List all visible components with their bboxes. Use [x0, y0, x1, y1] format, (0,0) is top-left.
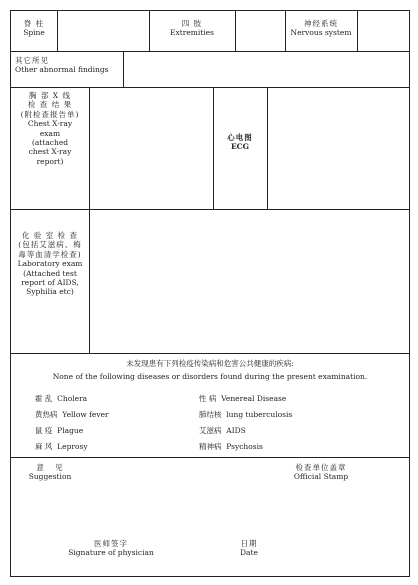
disease-item	[35, 395, 87, 403]
ecg-label-en: ECG	[230, 142, 250, 152]
declaration-zh: 未发现患有下列检疫传染病和危害公共健康的疾病:	[126, 359, 294, 368]
disease-item	[35, 443, 88, 451]
disease-en: Plague	[57, 426, 84, 435]
disease-en: Cholera	[57, 394, 88, 403]
physician-signature-label	[51, 539, 171, 558]
column-divider	[89, 87, 90, 209]
disease-zh: 麻 风	[35, 442, 53, 451]
other-abnormal-label-en: Other abnormal findings	[15, 65, 109, 75]
chest-xray-en-line: Chest X-ray	[27, 119, 73, 129]
physician-signature-label-en: Signature of physician	[68, 548, 154, 558]
declaration-en: None of the following diseases or disorders found during the present examination.	[52, 372, 368, 382]
disease-zh: 艾滋病	[199, 426, 222, 435]
spine-label	[11, 19, 57, 38]
disease-en: lung tuberculosis	[226, 410, 293, 419]
chest-xray-zh-line: 胸 部 X 线	[29, 91, 71, 100]
disease-zh: 肺结核	[199, 410, 222, 419]
nervous-system-label	[285, 19, 357, 38]
disease-item	[35, 411, 109, 419]
other-abnormal-label	[15, 56, 108, 75]
disease-item	[35, 427, 83, 435]
disease-zh: 精神病	[199, 442, 222, 451]
column-divider	[57, 11, 58, 51]
column-divider	[267, 87, 268, 209]
date-label-en: Date	[240, 548, 258, 558]
chest-xray-en-line: exam	[39, 128, 61, 138]
row-divider	[11, 51, 409, 52]
column-divider	[123, 51, 124, 87]
ecg-label	[213, 133, 267, 152]
laboratory-zh-line: (包括艾滋病、梅	[18, 240, 82, 250]
laboratory-en-line: Syphilia etc)	[26, 287, 74, 297]
disease-en: AIDS	[226, 426, 246, 435]
disease-en: Psychosis	[226, 442, 263, 451]
date-label	[227, 539, 271, 558]
laboratory-en-line: Laboratory exam	[17, 259, 83, 269]
ecg-label-zh: 心电图	[227, 133, 253, 142]
spine-label-zh: 脊 柱	[23, 19, 45, 28]
suggestion-label	[15, 463, 85, 482]
row-divider	[11, 353, 409, 354]
disease-item	[199, 395, 286, 403]
date-label-zh: 日期	[240, 539, 258, 548]
column-divider	[89, 209, 90, 353]
disease-en: Yellow fever	[62, 410, 109, 419]
row-divider	[11, 87, 409, 88]
medical-exam-form	[10, 10, 410, 577]
laboratory-en-line: (Attached test	[23, 268, 77, 278]
disease-zh: 霍 乱	[35, 394, 53, 403]
disease-item	[199, 443, 263, 451]
physician-signature-label-zh: 医师签字	[94, 539, 128, 548]
disease-zh: 性 病	[199, 394, 217, 403]
chest-xray-en-line: (attached	[31, 137, 69, 147]
disease-zh: 鼠 疫	[35, 426, 53, 435]
row-divider	[11, 209, 409, 210]
column-divider	[235, 11, 236, 51]
laboratory-en-line: report of AIDS,	[21, 277, 79, 287]
disease-item	[199, 427, 246, 435]
laboratory-zh-line: 毒等血清学检查)	[18, 249, 82, 259]
extremities-label-zh: 四 肢	[181, 19, 203, 28]
extremities-label	[149, 19, 235, 38]
declaration	[11, 359, 409, 382]
disease-item	[199, 411, 292, 419]
suggestion-label-en: Suggestion	[28, 472, 72, 482]
disease-en: Venereal Disease	[221, 394, 287, 403]
chest-xray-zh-line: (附检查报告单)	[20, 109, 80, 119]
row-divider	[11, 457, 409, 458]
disease-en: Leprosy	[57, 442, 88, 451]
official-stamp-label-en: Official Stamp	[293, 472, 349, 482]
laboratory-zh-line: 化 验 室 检 查	[21, 231, 79, 240]
nervous-system-label-en: Nervous system	[290, 28, 352, 38]
column-divider	[357, 11, 358, 51]
chest-xray-en-line: report)	[36, 156, 64, 166]
chest-xray-en-line: chest X-ray	[28, 147, 72, 157]
chest-xray-zh-line: 检 查 结 果	[27, 100, 73, 110]
suggestion-label-zh: 意 见	[36, 463, 64, 472]
nervous-system-label-zh: 神经系统	[304, 19, 338, 28]
extremities-label-en: Extremities	[170, 28, 214, 38]
chest-xray-label	[11, 91, 89, 166]
other-abnormal-label-zh: 其它所见	[15, 56, 49, 65]
official-stamp-label-zh: 检查单位盖章	[295, 463, 347, 472]
official-stamp-label	[275, 463, 367, 482]
laboratory-label	[11, 231, 89, 297]
disease-zh: 黄热病	[35, 410, 58, 419]
spine-label-en: Spine	[23, 28, 45, 38]
